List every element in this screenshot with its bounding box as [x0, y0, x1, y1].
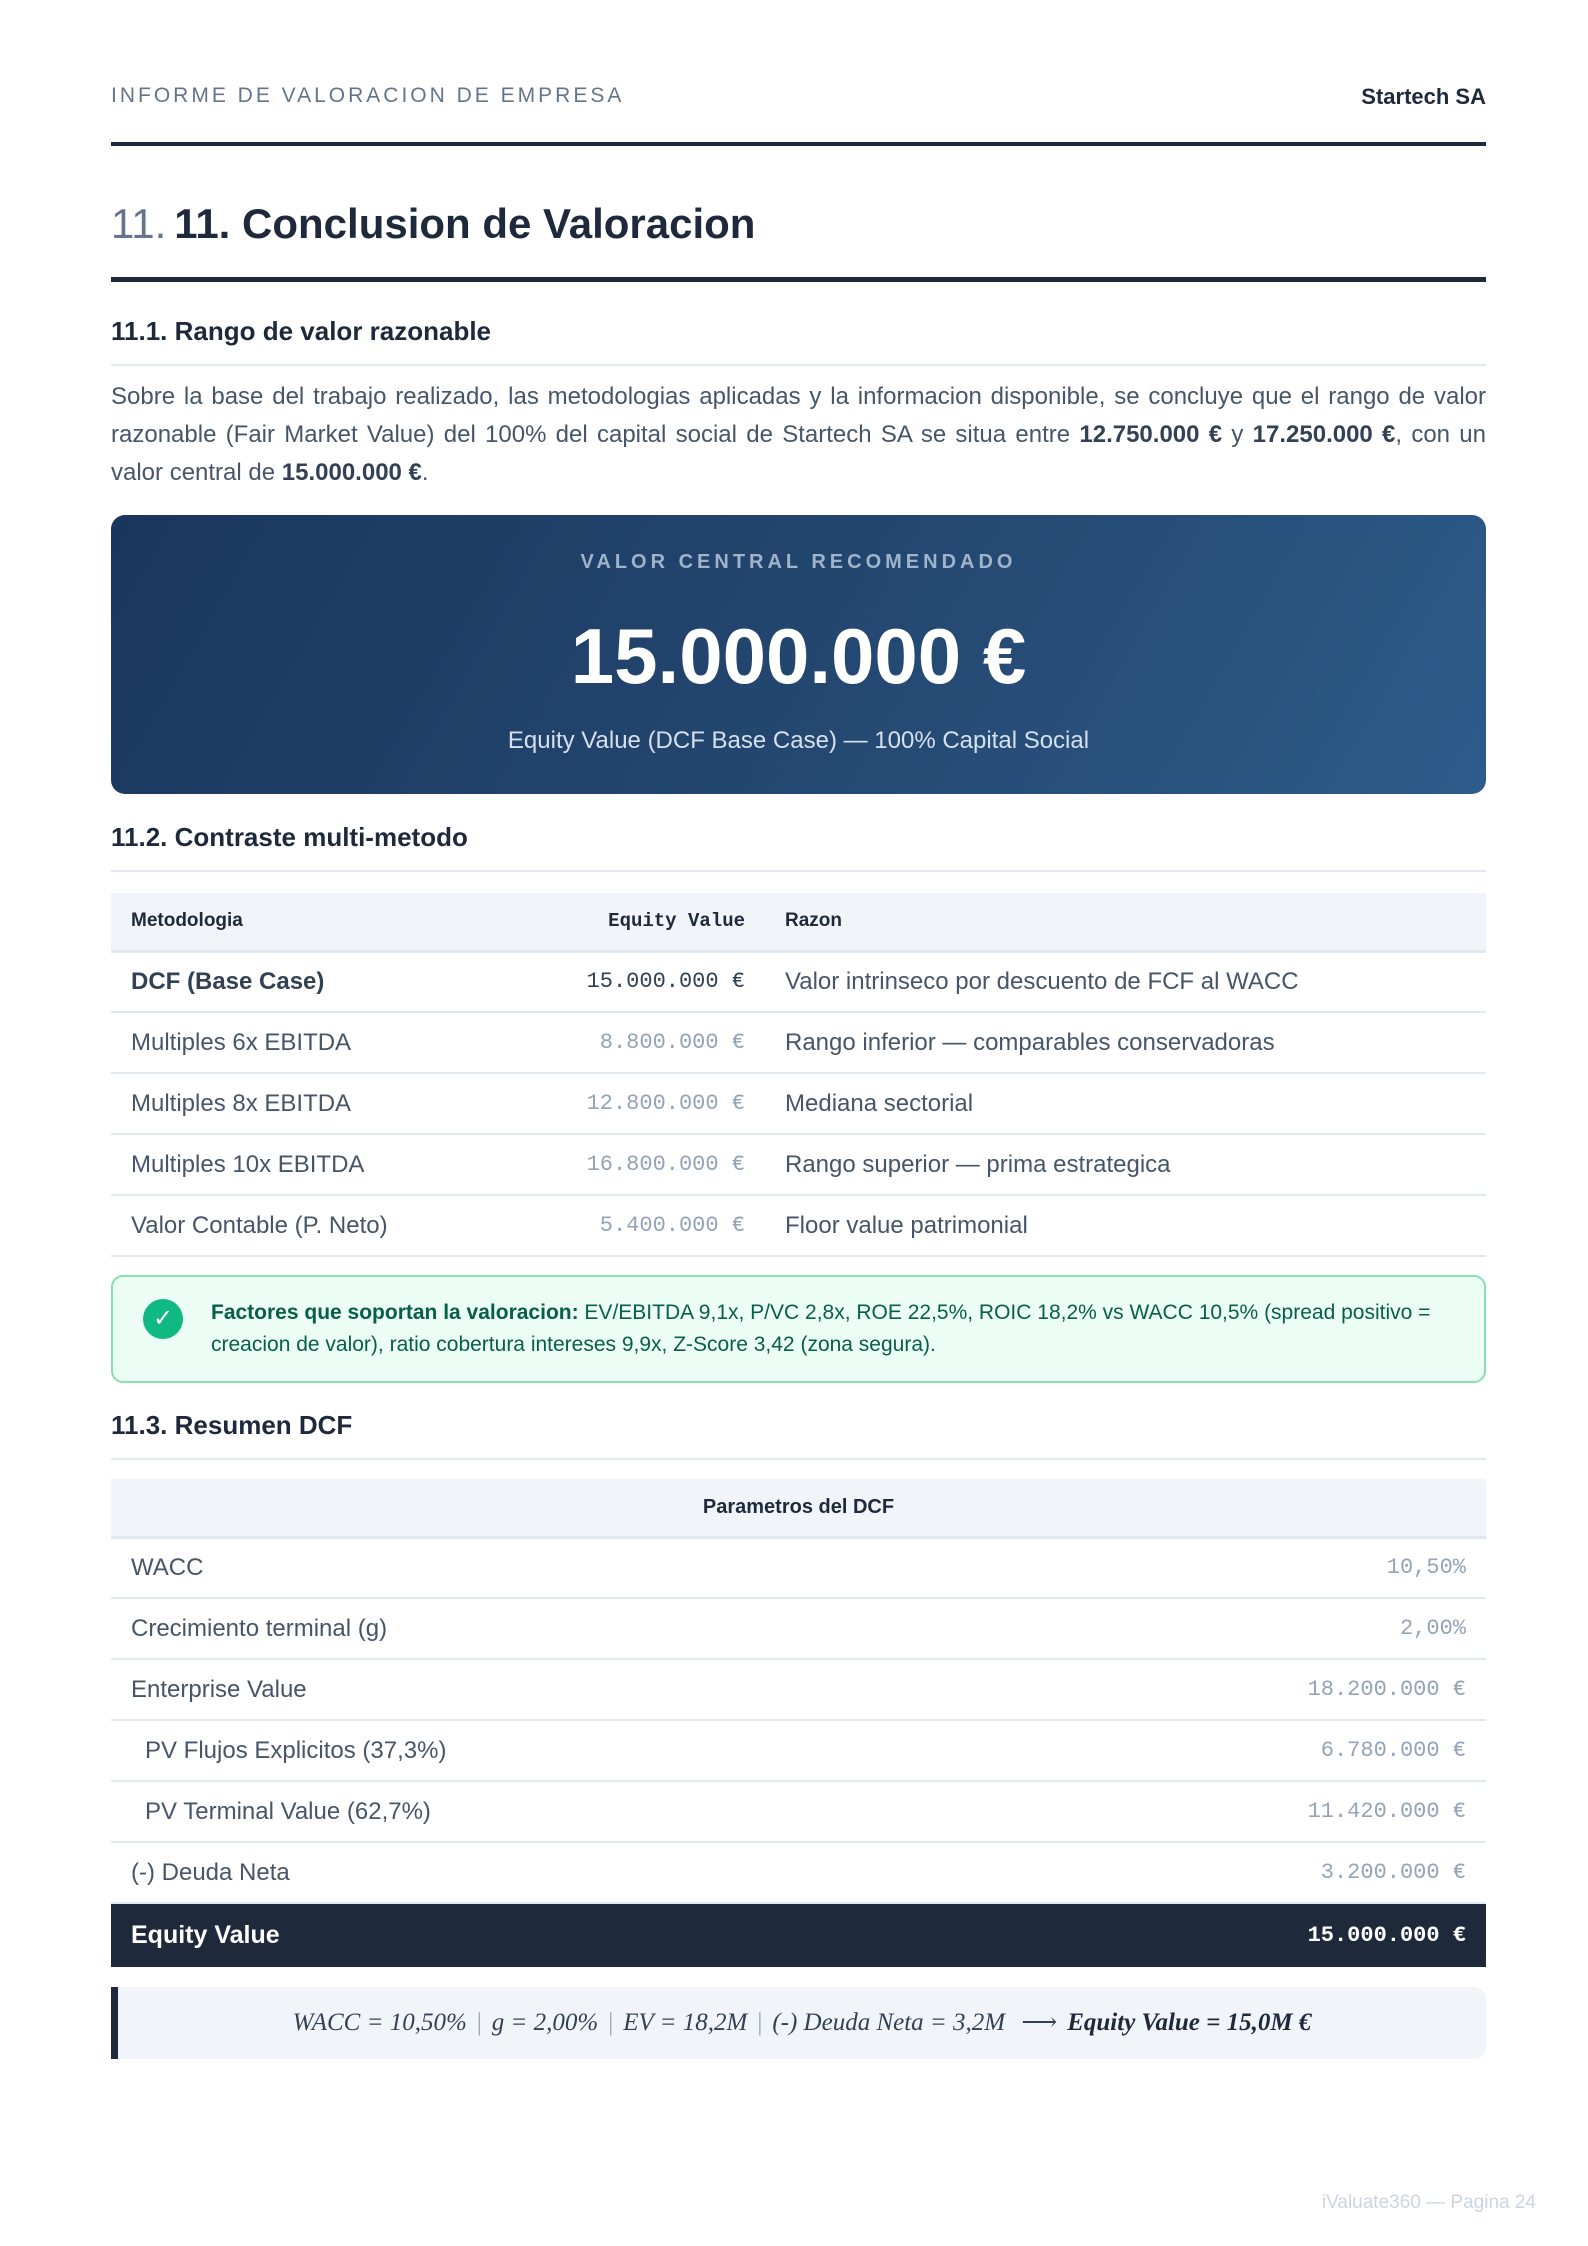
callout-title: Factores que soportan la valoracion:	[211, 1301, 579, 1324]
range-low: 12.750.000 €	[1079, 421, 1223, 448]
section-title: 11. Conclusion de Valoracion	[174, 200, 756, 247]
formula-result: Equity Value = 15,0M €	[1067, 2009, 1312, 2036]
value-cell: 8.800.000 €	[551, 1012, 765, 1073]
param-value: 3.200.000 €	[993, 1842, 1486, 1903]
value-cell: 15.000.000 €	[551, 951, 765, 1012]
subsection-heading-2: 11.2. Contraste multi-metodo	[111, 822, 1486, 872]
column-header: Metodologia	[111, 893, 551, 951]
section-heading	[111, 200, 1486, 282]
check-icon: ✓	[143, 1299, 183, 1339]
table-header-row	[111, 1479, 1486, 1537]
column-header: Equity Value	[551, 893, 765, 951]
column-header: Razon	[765, 893, 1486, 951]
table-row	[111, 1195, 1486, 1256]
paragraph-text: .	[421, 459, 429, 486]
formula-debt: (-) Deuda Neta = 3,2M	[772, 2009, 1006, 2036]
paragraph-text: Sobre la base del trabajo realizado, las metodologias aplicadas y la informacion disponible, se concluye que el rango de valor razonable (Fair Market Value) del 100% del capital social de Startech SA se situa entre	[111, 383, 1486, 448]
table-row	[111, 1659, 1486, 1720]
param-label: Crecimiento terminal (g)	[111, 1598, 993, 1659]
dcf-summary-table	[111, 1479, 1486, 1967]
dcf-formula-summary: WACC = 10,50% | g = 2,00% | EV = 18,2M | (-) Deuda Neta = 3,2M ⟶ Equity Value = 15,0M €	[111, 1987, 1486, 2059]
table-row	[111, 1598, 1486, 1659]
fair-value-paragraph	[111, 378, 1486, 492]
reason-cell: Rango inferior — comparables conservadoras	[765, 1012, 1486, 1073]
param-label: Enterprise Value	[111, 1659, 993, 1720]
table-row	[111, 1842, 1486, 1903]
company-name: Startech SA	[1361, 84, 1486, 109]
hero-subtitle: Equity Value (DCF Base Case) — 100% Capital Social	[507, 727, 1090, 754]
report-title: INFORME DE VALORACION DE EMPRESA	[111, 84, 625, 107]
paragraph-text: y	[1222, 421, 1253, 448]
table-header-row	[111, 893, 1486, 951]
paragraph-text: , con un valor central de	[111, 421, 1486, 486]
table-row	[111, 1537, 1486, 1598]
total-row	[111, 1903, 1486, 1967]
multi-method-table	[111, 893, 1486, 1257]
recommended-value-card	[111, 515, 1486, 794]
table-row	[111, 951, 1486, 1012]
method-cell: Valor Contable (P. Neto)	[111, 1195, 551, 1256]
central-value: 15.000.000 €	[281, 459, 422, 486]
reason-cell: Rango superior — prima estrategica	[765, 1134, 1486, 1195]
table-row	[111, 1134, 1486, 1195]
method-cell: DCF (Base Case)	[111, 951, 551, 1012]
formula-g: g = 2,00%	[491, 2009, 599, 2036]
reason-cell: Valor intrinseco por descuento de FCF al WACC	[765, 951, 1486, 1012]
table-row	[111, 1012, 1486, 1073]
callout-text	[211, 1297, 1451, 1361]
param-label: WACC	[111, 1537, 993, 1598]
page-footer: iValuate360 — Pagina 24	[1321, 2192, 1536, 2213]
hero-label: VALOR CENTRAL RECOMENDADO	[580, 551, 1017, 573]
section-number: 11.	[111, 200, 167, 247]
formula-ev: EV = 18,2M	[623, 2009, 748, 2036]
method-cell: Multiples 10x EBITDA	[111, 1134, 551, 1195]
param-label: PV Flujos Explicitos (37,3%)	[111, 1720, 993, 1781]
method-cell: Multiples 6x EBITDA	[111, 1012, 551, 1073]
reason-cell: Floor value patrimonial	[765, 1195, 1486, 1256]
column-header: Parametros del DCF	[111, 1479, 1486, 1537]
param-value: 18.200.000 €	[993, 1659, 1486, 1720]
total-label: Equity Value	[111, 1903, 993, 1967]
callout-body: EV/EBITDA 9,1x, P/VC 2,8x, ROE 22,5%, ROIC 18,2% vs WACC 10,5% (spread positivo = creacion de valor), ratio cobertura intereses 9,9x, Z-Score 3,42 (zona segura).	[211, 1301, 1431, 1356]
table-row	[111, 1720, 1486, 1781]
method-cell: Multiples 8x EBITDA	[111, 1073, 551, 1134]
param-value: 6.780.000 €	[993, 1720, 1486, 1781]
reason-cell: Mediana sectorial	[765, 1073, 1486, 1134]
page-header	[111, 84, 1486, 146]
subsection-heading-1: 11.1. Rango de valor razonable	[111, 316, 1486, 366]
subsection-heading-3: 11.3. Resumen DCF	[111, 1410, 1486, 1460]
value-cell: 5.400.000 €	[551, 1195, 765, 1256]
arrow-icon: ⟶	[1021, 2009, 1058, 2036]
value-cell: 12.800.000 €	[551, 1073, 765, 1134]
value-cell: 16.800.000 €	[551, 1134, 765, 1195]
param-label: PV Terminal Value (62,7%)	[111, 1781, 993, 1842]
range-high: 17.250.000 €	[1252, 421, 1396, 448]
param-value: 2,00%	[993, 1598, 1486, 1659]
param-label: (-) Deuda Neta	[111, 1842, 993, 1903]
table-row	[111, 1781, 1486, 1842]
hero-value: 15.000.000 €	[570, 612, 1027, 700]
formula-wacc: WACC = 10,50%	[292, 2009, 467, 2036]
param-value: 10,50%	[993, 1537, 1486, 1598]
total-value: 15.000.000 €	[993, 1903, 1486, 1967]
table-row	[111, 1073, 1486, 1134]
param-value: 11.420.000 €	[993, 1781, 1486, 1842]
support-factors-callout	[111, 1275, 1486, 1383]
